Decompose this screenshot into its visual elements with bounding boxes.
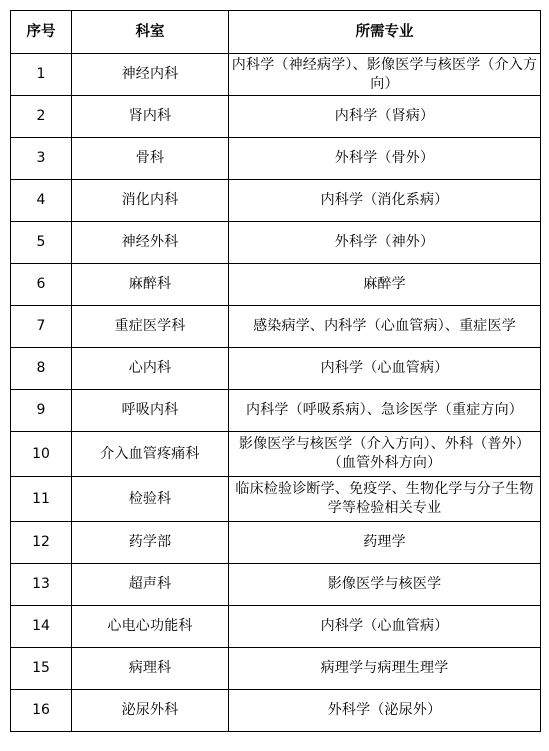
required-major: 影像医学与核医学（介入方向）、外科（普外）（血管外科方向） [229,432,541,477]
required-major: 外科学（骨外） [229,138,541,180]
department-name: 肾内科 [72,96,229,138]
department-name: 麻醉科 [72,264,229,306]
department-name: 神经内科 [72,54,229,96]
department-name: 神经外科 [72,222,229,264]
department-name: 泌尿外科 [72,690,229,732]
table-row [11,264,541,306]
required-major: 外科学（泌尿外） [229,690,541,732]
serial-number: 2 [11,96,72,138]
department-name: 心内科 [72,348,229,390]
table-row [11,564,541,606]
header-department: 科室 [72,11,229,54]
table-row [11,180,541,222]
department-name: 重症医学科 [72,306,229,348]
serial-number: 1 [11,54,72,96]
department-name: 检验科 [72,477,229,522]
table-row [11,477,541,522]
table-row [11,522,541,564]
required-major: 内科学（神经病学）、影像医学与核医学（介入方向） [229,54,541,96]
department-name: 超声科 [72,564,229,606]
required-major: 麻醉学 [229,264,541,306]
required-major: 内科学（心血管病） [229,348,541,390]
table-row [11,222,541,264]
serial-number: 4 [11,180,72,222]
table-row [11,138,541,180]
required-major: 内科学（心血管病） [229,606,541,648]
header-row [11,11,541,54]
table-row [11,96,541,138]
required-major: 感染病学、内科学（心血管病）、重症医学 [229,306,541,348]
department-name: 消化内科 [72,180,229,222]
required-major: 临床检验诊断学、免疫学、生物化学与分子生物学等检验相关专业 [229,477,541,522]
required-major: 病理学与病理生理学 [229,648,541,690]
header-serial-number: 序号 [11,11,72,54]
department-name: 呼吸内科 [72,390,229,432]
serial-number: 5 [11,222,72,264]
department-name: 心电心功能科 [72,606,229,648]
serial-number: 9 [11,390,72,432]
serial-number: 10 [11,432,72,477]
required-major: 外科学（神外） [229,222,541,264]
table-row [11,306,541,348]
table-row [11,54,541,96]
table-row [11,648,541,690]
department-name: 药学部 [72,522,229,564]
serial-number: 3 [11,138,72,180]
recruitment-table [10,10,541,732]
department-name: 骨科 [72,138,229,180]
table-row [11,348,541,390]
serial-number: 14 [11,606,72,648]
serial-number: 12 [11,522,72,564]
table-row [11,606,541,648]
serial-number: 7 [11,306,72,348]
serial-number: 13 [11,564,72,606]
required-major: 内科学（肾病） [229,96,541,138]
table-row [11,690,541,732]
required-major: 药理学 [229,522,541,564]
required-major: 内科学（消化系病） [229,180,541,222]
required-major: 影像医学与核医学 [229,564,541,606]
serial-number: 6 [11,264,72,306]
serial-number: 11 [11,477,72,522]
serial-number: 16 [11,690,72,732]
serial-number: 8 [11,348,72,390]
department-name: 介入血管疼痛科 [72,432,229,477]
serial-number: 15 [11,648,72,690]
department-name: 病理科 [72,648,229,690]
table-row [11,432,541,477]
required-major: 内科学（呼吸系病）、急诊医学（重症方向） [229,390,541,432]
table-row [11,390,541,432]
header-required-major: 所需专业 [229,11,541,54]
